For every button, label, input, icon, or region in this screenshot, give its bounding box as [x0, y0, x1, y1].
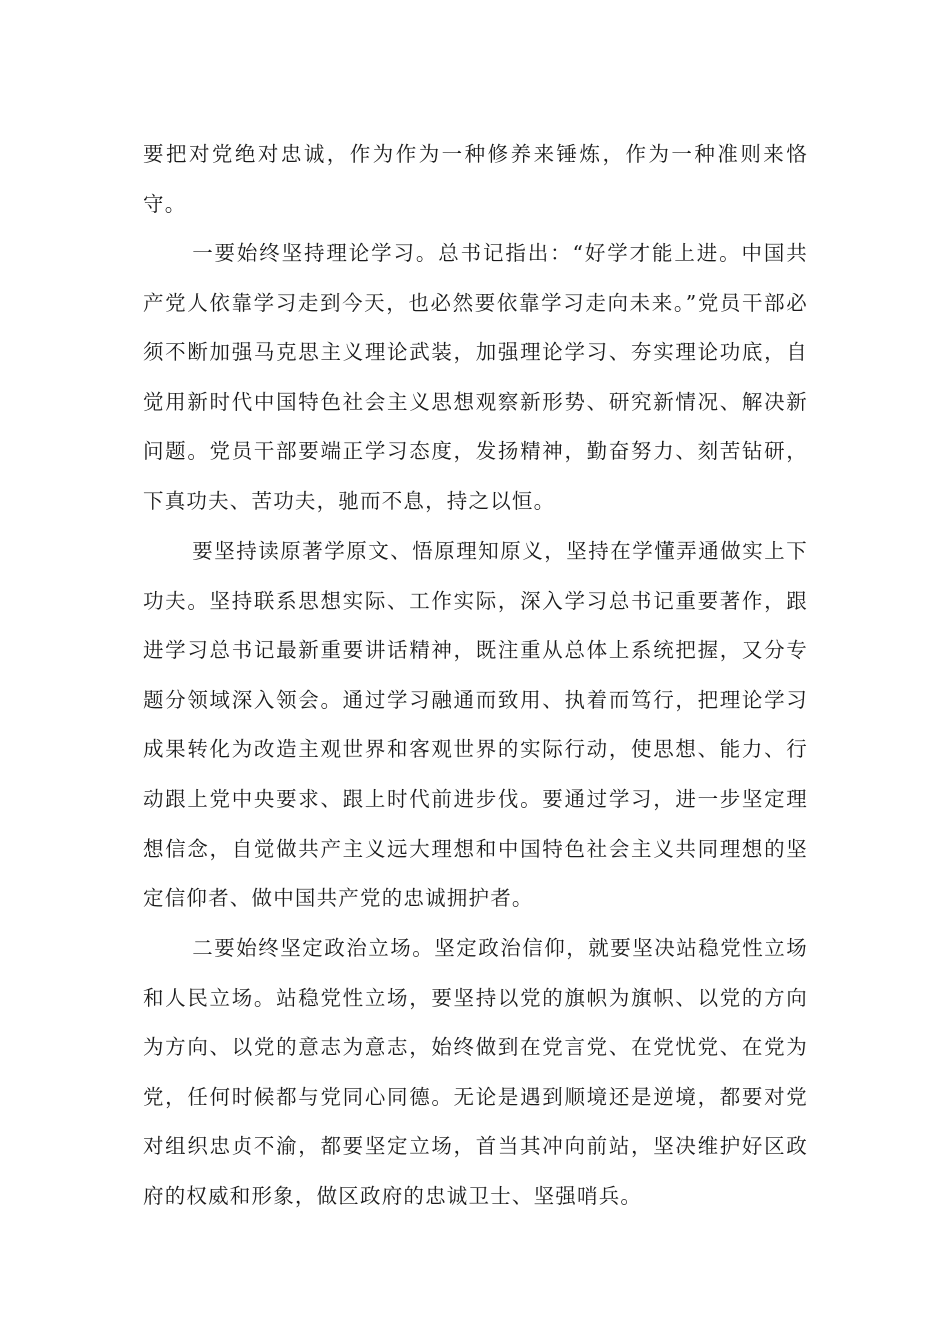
paragraph-political-stance [143, 924, 808, 1222]
paragraph-text: 二要始终坚定政治立场。坚定政治信仰，就要坚决站稳党性立场和人民立场。站稳党性立场，要坚持以党的旗帜为旗帜、以党的方向为方向、以党的意志为意志，始终做到在党言党、在党忧党、在党为党，任何时候都与党同心同德。无论是遇到顺境还是逆境，都要对党对组织忠贞不渝，都要坚定立场，首当其冲向前站，坚决维护好区政府的权威和形象，做区政府的忠诚卫士、坚强哨兵。 [143, 936, 808, 1208]
paragraph-theory-study [143, 229, 808, 527]
paragraph-text: 一要始终坚持理论学习。总书记指出：“好学才能上进。中国共产党人依靠学习走到今天，也必然要依靠学习走向未来。”党员干部必须不断加强马克思主义理论武装，加强理论学习、夯实理论功底，自觉用新时代中国特色社会主义思想观察新形势、研究新情况、解决新问题。党员干部要端正学习态度，发扬精神，勤奋努力、刻苦钻研，下真功夫、苦功夫，驰而不息，持之以恒。 [143, 241, 808, 513]
paragraph-continuation [143, 130, 808, 229]
paragraph-text: 要把对党绝对忠诚，作为作为一种修养来锤炼，作为一种准则来恪守。 [143, 142, 808, 216]
paragraph-text: 要坚持读原著学原文、悟原理知原义，坚持在学懂弄通做实上下功夫。坚持联系思想实际、工作实际，深入学习总书记重要著作，跟进学习总书记最新重要讲话精神，既注重从总体上系统把握，又分专题分领域深入领会。通过学习融通而致用、执着而笃行，把理论学习成果转化为改造主观世界和客观世界的实际行动，使思想、能力、行动跟上党中央要求、跟上时代前进步伐。要通过学习，进一步坚定理想信念，自觉做共产主义远大理想和中国特色社会主义共同理想的坚定信仰者、做中国共产党的忠诚拥护者。 [143, 539, 808, 911]
paragraph-read-originals [143, 527, 808, 924]
